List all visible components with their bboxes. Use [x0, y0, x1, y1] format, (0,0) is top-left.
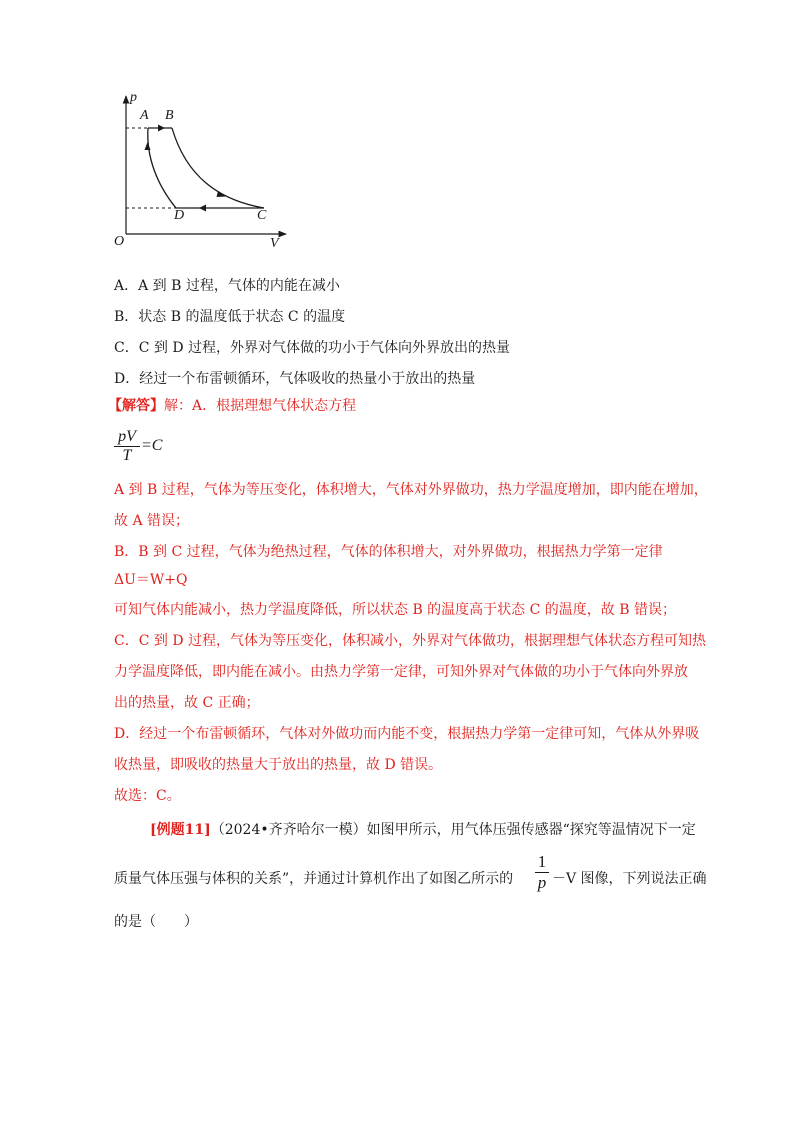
arrow-d-a [145, 142, 151, 150]
answer-line-6: C．C 到 D 过程，气体为等压变化，体积减小，外界对气体做功，根据理想气体状态方程可知热 [114, 633, 706, 649]
point-label-c: C [257, 208, 267, 223]
example-frac-den: p [535, 872, 549, 893]
answer-line-10: 收热量，即吸收的热量大于放出的热量，故 D 错误。 [114, 757, 443, 773]
example-line-2b: －V 图像，下列说法正确 [552, 871, 707, 887]
example-line-3: 的是（ ） [114, 914, 198, 930]
path-d-a [148, 128, 176, 208]
arrow-c-d [199, 205, 206, 212]
formula-denominator: T [114, 446, 140, 465]
example-frac-num: 1 [537, 852, 547, 871]
point-label-b: B [165, 108, 174, 123]
answer-line-3: B．B 到 C 过程，气体为绝热过程，气体的体积增大，对外界做功，根据热力学第一定律 [114, 544, 663, 560]
example-tag: [例题11] [150, 822, 211, 838]
origin-label: O [114, 234, 125, 249]
arrow-a-b [158, 125, 165, 132]
answer-line-9: D．经过一个布雷顿循环，气体对外做功而内能不变，根据热力学第一定律可知，气体从外界吸 [114, 726, 700, 742]
example-line-1 [150, 820, 696, 840]
answer-line-4: ΔU＝W+Q [114, 572, 188, 588]
answer-line-8: 出的热量，故 C 正确； [114, 695, 260, 711]
answer-intro: 解：A．根据理想气体状态方程 [164, 398, 357, 414]
answer-tag: 【解答】 [108, 398, 164, 414]
answer-choice: 故选：C。 [114, 788, 181, 804]
answer-line-7: 力学温度降低，即内能在减小。由热力学第一定律，可知外界对气体做的功小于气体向外界放 [114, 664, 688, 680]
answer-line-1: A 到 B 过程，气体为等压变化，体积增大，气体对外界做功，热力学温度增加，即内能在增加， [114, 482, 708, 498]
answer-heading [108, 396, 356, 416]
point-label-d: D [174, 208, 185, 223]
axis-label-v: V [270, 236, 279, 251]
example-fraction [535, 852, 549, 893]
formula-fraction [114, 428, 140, 465]
answer-line-2: 故 A 错误； [114, 513, 190, 529]
option-a: A．A 到 B 过程，气体的内能在减小 [114, 278, 340, 294]
p-v-cycle-diagram [108, 88, 298, 254]
axis-label-p: p [130, 90, 137, 105]
point-label-a: A [140, 108, 149, 123]
formula-rhs: =C [141, 437, 163, 454]
option-d: D．经过一个布雷顿循环，气体吸收的热量小于放出的热量 [114, 371, 476, 387]
option-c: C．C 到 D 过程，外界对气体做的功小于气体向外界放出的热量 [114, 340, 510, 356]
arrow-b-c [217, 191, 227, 197]
example-text-1: （2024•齐齐哈尔一模）如图甲所示，用气体压强传感器“探究等温情况下一定 [210, 822, 696, 838]
formula-numerator: pV [118, 428, 136, 445]
example-line-2 [114, 869, 513, 889]
example-text-2a: 质量气体压强与体积的关系”，并通过计算机作出了如图乙所示的 [114, 871, 514, 887]
answer-line-5: 可知气体内能减小，热力学温度降低，所以状态 B 的温度高于状态 C 的温度，故 B 错误； [114, 602, 676, 618]
option-b: B．状态 B 的温度低于状态 C 的温度 [114, 309, 346, 325]
